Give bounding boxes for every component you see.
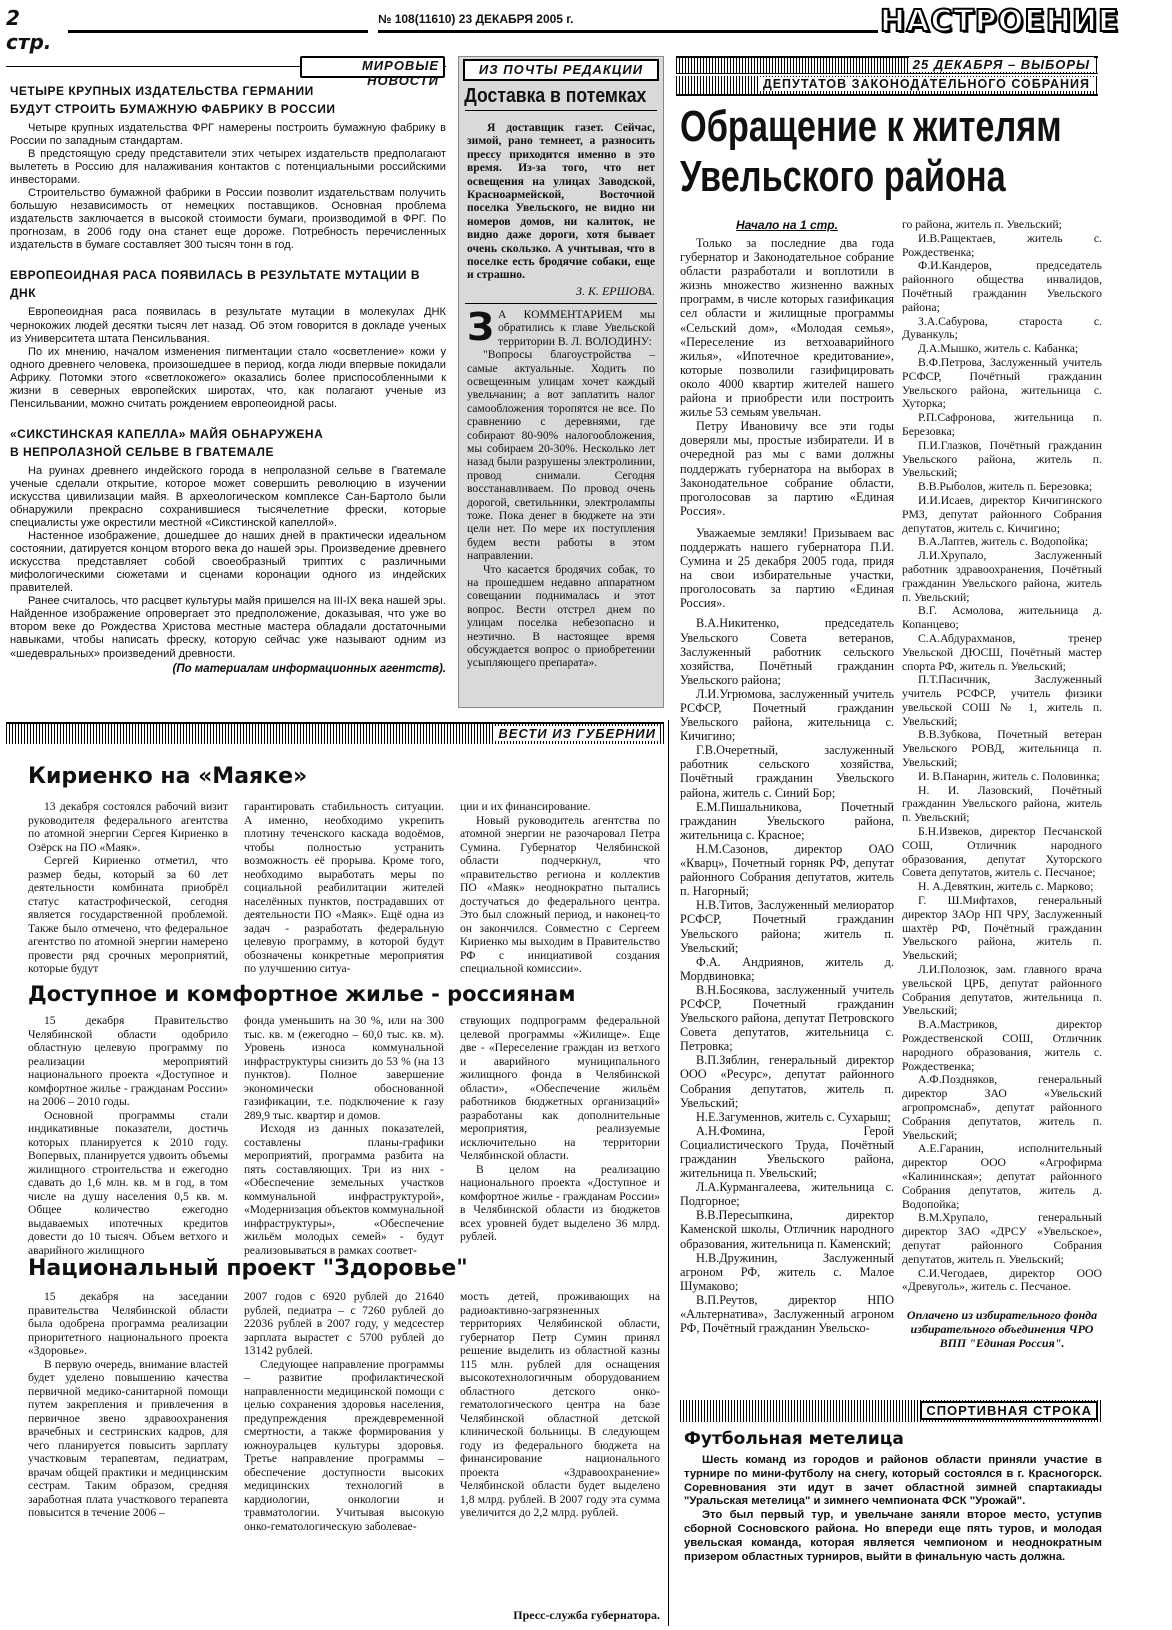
signatories-list (902, 218, 1102, 1294)
mail-box (458, 56, 664, 708)
source-credit: (По материалам информационных агентств). (172, 662, 446, 675)
election-header (676, 56, 1098, 96)
signatory: Н. А.Девяткин, житель с. Марково; (918, 880, 1094, 894)
signatory: И.В.Ращектаев, житель с. Рождественка; (902, 231, 1102, 259)
appeal-text (680, 236, 894, 610)
paragraph: 2007 годов с 6920 рублей до 21640 рублей, педиатра – с 7260 рублей до 22036 рублей в 2007 году, у медсестер зарплата вырастет с 5700 рублей до 13142 рублей. (244, 1290, 444, 1357)
signatory: Д.А.Мышко, житель с. Кабанка; (918, 342, 1079, 356)
appeal-column-2 (902, 218, 1102, 1382)
election-subtitle: ДЕПУТАТОВ ЗАКОНОДАТЕЛЬНОГО СОБРАНИЯ (759, 77, 1094, 91)
article-col (460, 1290, 660, 1608)
paragraph: "Вопросы благоустройства – самые актуальные. Ходить по освещенным улицам хочет каждый увельчанин; а вот заплатить налог самообложения торопятся не все. По сравнению с деревнями, где собирают 80-90% налогообложения, мы собираем 20-30%. Несколько лет назад были разрушены электролинии, провод снимали. Сегодня восстанавливаем. По провод очень дорогой, светильники, электролампы тоже. Пока денег в бюджете на эти цели нет. По мере их поступления будем вести работы в этом направлении. (467, 348, 655, 563)
paragraph: 15 декабря Правительство Челябинской области одобрило областную целевую программу по реализации мероприятий национального проекта «Доступное и комфортное жилье - гражданам России» на 2006 – 2010 годы. (28, 1014, 228, 1108)
signatory: Г.В.Очеретный, заслуженный работник сельского хозяйства, Почётный гражданин Увельского района, житель с. Синий Бор; (680, 743, 894, 800)
paragraph: По их мнению, началом изменения пигментации стало «осветление» кожи у одного древнего человека, произошедшее в период, когда люди впервые покидали Африку. Потомки этого «светлокожего» оказались более приспособленными к жизни в северных европейских широтах, что, как полагают ученые из Пенсильвании, можно считать рождением европеоидной расы. (10, 345, 446, 410)
sport-body (684, 1454, 1102, 1564)
signatories-list (680, 616, 894, 1335)
appeal-headline (680, 102, 1100, 212)
hatched-band (676, 56, 1098, 74)
paragraph: фонда уменьшить на 30 %, или на 300 тыс. кв. м (ежегодно – 60,0 тыс. кв. м). Уровень износа коммунальной инфраструктуры снизить до 53 % (на 13 пунктов). Полное завершение экономически обоснованной газификации, т.е. подключение к газу 289,9 тыс. квартир и домов. (244, 1014, 444, 1122)
paragraph: ции и их финансирование. (460, 800, 591, 813)
signatory: Н.Е.Загуменнов, житель с. Сухарыш; (696, 1109, 891, 1124)
paragraph: гарантировать стабильность ситуации. А именно, необходимо укрепить плотину теченского каскада водоёмов, чтобы полностью устранить возможность её прорыва. Кроме того, необходимо выработать меры по социальной реабилитации жителей населённых пунктов, пострадавших от деятельности ПО «Маяк». Ещё одна из задач - разработать федеральную целевую программу, в которой будут обозначены конкретные мероприятия по улучшению ситуа- (244, 800, 444, 975)
paragraph: В первую очередь, внимание властей будет уделено повышению качества первичной медико-санитарной помощи путем закрепления и привлечения в первичное звено здравоохранения врачебных и сестринских кадров, для чего планируется повысить зарплату участковым терапевтам, педиатрам, врачам общей практики и медицинским сестрам. Таким образом, средняя заработная плата участкового терапевта повысится в течение 2006 – (28, 1357, 228, 1519)
drop-cap: З (467, 304, 494, 349)
signatory: Н.В.Титов, Заслуженный мелиоратор РСФСР, Почетный гражданин Увельского района; житель п. Увельский; (680, 898, 894, 955)
article-body (10, 306, 446, 410)
paragraph: Шесть команд из городов и районов области приняли участие в турнире по мини-футболу на снегу, который состоялся в г. Красногорск. Соревнования эти идут в зачет областной зимней спартакиады "Уральская метелица" и зимнего чемпионата ФСК "Урожай". (684, 1454, 1102, 1508)
signatory: В.В.Зубкова, Почетный ветеран Увельского РОВД, жительница п. Увельский; (902, 728, 1102, 770)
signatory: Н. И. Лазовский, Почётный гражданин Увельского района, житель п. Увельский; (902, 783, 1102, 825)
paragraph: Следующее направление программы – развитие профилактической направленности медицинской помощи с целью сохранения здоровья населения, предупреждения преждевременной смертности, а также формирования у южноуральцев культуры здоровья. Третье направление программы – обеспечение доступности высоких медицинских технологий в кардиологии, онкологии и травматологии. Учитывая высокую онко-гематологическую заболевае- (244, 1357, 444, 1533)
section-title: НАСТРОЕНИЕ (880, 4, 1120, 39)
paragraph: В предстоящую среду представители этих четырех издательств предполагают вылететь в Россию для налаживания контактов с потенциальными российскими инвесторами. (10, 148, 446, 187)
paragraph: 15 декабря на заседании правительства Челябинской области была одобрена программа реализации приоритетного национального проекта «Здоровье». (28, 1290, 228, 1357)
article-col (28, 1014, 228, 1257)
press-service: Пресс-служба губернатора. (513, 1608, 660, 1622)
paragraph: На руинах древнего индейского города в непролазной сельве в Гватемале ученые сделали открытие, которое может совершить революцию в изучении искусства цивилизации майя. В археологическом комплексе Сан-Бартоло были обнаружили прекрасно сохранившиеся тысячелетние фрески, которые специалисты уже окрестили местной «Сикстинской капеллой». (10, 464, 446, 530)
paragraph: Это был первый тур, и увельчане заняли второе место, уступив сборной Сосновского района. Но впереди еще пять туров, и молодая увельская команда, которая является чемпионом и неоднократным призером областных турниров, выйти в финальную часть должна. (684, 1509, 1102, 1563)
mail-letter: Я доставщик газет. Сейчас, зимой, рано темнеет, а разносить прессу приходится именно в это время. Из-за того, что нет освещения на улицах Заводской, Красноармейской, Восточной поселка Увельского, не видно ни номеров домов, ни калиток, не видно даже дороги, хотя бывает очень скользко. А учитывая, что в поселке есть бродячие собаки, еще и страшно. (467, 121, 655, 282)
signatory: Ф.А. Андриянов, житель д. Мордвиновка; (680, 954, 894, 983)
signatory: А.Ф.Поздняков, генеральный директор ЗАО «Увельский агропромснаб», депутат районного Собрания депутатов, житель п. Увельский; (902, 1073, 1102, 1142)
signatory: А.Е.Гаранин, исполнительный директор ООО «Агрофирма «Калининская»; депутат районного Собрания депутатов, житель д. Водопойка; (902, 1142, 1102, 1211)
housing-title: Доступное и комфортное жилье - россиянам (28, 982, 576, 1006)
signatory: Г. Ш.Мифтахов, генеральный директор ЗАОр НП ЧРУ, Заслуженный шахтёр РФ, Почётный гражданин Увельского района, житель п. Увельский; (902, 894, 1102, 963)
paragraph: ствующих подпрограмм федеральной целевой программы «Жилище». Еще две - «Переселение граждан из ветхого и аварийного муниципального жилищного фонда в Челябинской области», «Обеспечение жильём работников бюджетных организаций» разработаны как дополнительные мероприятия, реализуемые исключительно на территории Челябинской области. (460, 1014, 660, 1162)
appeal-title-line2: Увельского района (680, 152, 1006, 201)
column-rule (668, 720, 669, 1626)
article-title: ЕВРОПЕОИДНАЯ РАСА ПОЯВИЛАСЬ В РЕЗУЛЬТАТЕ МУТАЦИИ В ДНК (10, 268, 421, 301)
paragraph: Европеоидная раса появилась в результате мутации в молекулах ДНК чернокожих людей десятки тысяч лет назад. Об этом говорится в докладе ученых из Университета штата Пенсильвания. (10, 306, 446, 345)
sport-title: Футбольная метелица (684, 1429, 904, 1449)
mail-comment (459, 304, 663, 670)
signatory: В.В.Пересыпкина, директор Каменской школы, Отличник народного образования, жительница п. Каменский; (680, 1208, 894, 1251)
signatory: С.А.Абдурахманов, тренер Увельской ДЮСШ, Почётный мастер спорта РФ, житель п. Увельский; (902, 631, 1102, 673)
hatched-band (676, 76, 1098, 96)
signatory: Л.И.Угрюмова, заслуженный учитель РСФСР, Почетный гражданин Увельского района, жительница с. Кичигино; (680, 686, 894, 744)
appeal-column-1 (680, 218, 894, 1382)
paragraph: мость детей, проживающих на радиоактивно-загрязненных территориях Челябинской области, губернатор Петр Сумин принял решение выделить из областной казны 115 млн. рублей для оснащения высокотехнологичным оборудованием областного детского онко-гематологического центра на базе Челябинской областной детской клинической больницы. В следующем году из федерального бюджета на финансирование национального проекта «Здравоохранение» Челябинской области будет выделено 1,8 млрд. рублей. В 2007 году эта сумма увеличится до 2,2 млрд. рублей. (460, 1290, 660, 1519)
masthead-rule (68, 30, 368, 33)
article-col (28, 800, 228, 976)
paragraph: Строительство бумажной фабрики в России позволит издательствам получить большую независимость от немецких поставщиков. Основная проблема издательств заключается в высокой стоимости бумаги, производимой в ФРГ. По прогнозам, в 2006 году она станет еще дороже. Потребность перечисленных издательств в бумаге составляет 300 тысяч тонн в год. (10, 187, 446, 252)
kirienko-headline (28, 764, 628, 794)
mail-title: Доставка в потемках (464, 85, 647, 107)
paragraph: Исходя из данных показателей, составлены планы-графики мероприятий, программа разбита на пять составляющих. Три из них - «Обеспечение земельных участков коммунальной инфраструктурой», «Модернизация объектов коммунальной инфраструктуры», «Обеспечение жильём молодых семей» - будут реализовываться в рамках соответ- (244, 1122, 444, 1257)
housing-headline (28, 982, 660, 1012)
rubric-mail: ИЗ ПОЧТЫ РЕДАКЦИИ (463, 59, 659, 81)
paragraph: Уважаемые земляки! Призываем вас поддержать нашего губернатора П.И. Сумина и 25 декабря 2005 года, придя на свои избирательные участки, проголосовать за партию «Единая Россия». (680, 525, 894, 611)
paragraph: В целом на реализацию национального проекта «Доступное и комфортное жилье - гражданам России» в Челябинской области из бюджетов всех уровней будет выделено 36 млрд. рублей. (460, 1162, 660, 1243)
sport-article (684, 1428, 1102, 1628)
article-col (460, 800, 660, 976)
article-title: ЧЕТЫРЕ КРУПНЫХ ИЗДАТЕЛЬСТВА ГЕРМАНИИ БУДУТ СТРОИТЬ БУМАЖНУЮ ФАБРИКУ В РОССИИ (10, 84, 336, 116)
signatory: Ф.И.Кандеров, председатель районного общества инвалидов, Почётный гражданин Увельского района; (902, 259, 1102, 314)
article-title: «СИКСТИНСКАЯ КАПЕЛЛА» МАЙЯ ОБНАРУЖЕНА В НЕПРОЛАЗНОЙ СЕЛЬВЕ В ГВАТЕМАЛЕ (10, 426, 324, 459)
signatory: В.М.Хрупало, генеральный директор ЗАО «ДРСУ «Увельское», депутат районного Собрания депутатов, житель п. Увельский; (902, 1211, 1102, 1266)
rubric-province: ВЕСТИ ИЗ ГУБЕРНИИ (494, 726, 660, 741)
article-col (244, 1014, 444, 1257)
signatory: Л.И.Хрупало, Заслуженный работник здравоохранения, Почётный гражданин Увельского района, житель п. Увельский; (902, 549, 1102, 604)
signatory: И.И.Исаев, директор Кичигинского РМЗ, депутат районного Собрания депутатов, житель с. Кичигино; (902, 493, 1102, 535)
mail-author: З. К. ЕРШОВА. (576, 283, 655, 298)
paragraph: Только за последние два года губернатор и Законодательное собрание области разработали и воплотили в жизнь множество жизненно важных программ, в числе которых газификация сел области и жилищные программы «Сельский дом», «Молодая семья», «Переселение из ветхоаварийного жилья», «Ипотечное кредитование», которые позволили газифицировать около 4000 квартир жителей нашего района и приобрести или построить жилье 53 семьям увельчан. (680, 236, 894, 420)
paragraph: Ранее считалось, что расцвет культуры майя пришелся на III-IX века нашей эры. Найденное изображение опровергает это предположение, доказывая, что уже во втором веке до Рождества Христова местные мастера обладали достаточными навыками, чтобы написать фреску, которую сейчас уже называют одним из «шедевральных» произведений древности. (10, 595, 446, 660)
paragraph: Настенное изображение, дошедшее до наших дней в практически идеальном состоянии, датируется концом второго века до нашей эры. Произведение древнего искусства представляет собой своеобразный триптих с различными мифологическими сюжетами и сценами коронации одного из индейских правителей. (10, 530, 446, 595)
continued-from: Начало на 1 стр. (736, 218, 838, 232)
paragraph: Новый руководитель агентства по атомной энергии не разочаровал Петра Сумина. Губернатор Челябинской области подчеркнул, что «правительство региона и коллектив ПО «Маяк» неоднократно пытались достучаться до федерального центра. Это был сложный период, и наконец-то он закончился. Совместно с Сергеем Кириенко мы выходим в Правительство РФ с инициативой создания специальной комиссии». (460, 813, 660, 975)
signatory: го района, житель п. Увельский; (902, 218, 1062, 231)
health-article (28, 1290, 660, 1608)
paragraph: Сергей Кириенко отметил, что размер беды, который за 60 лет деятельности комбината приобрёл статус катастрофической, сегодня является государственной проблемой. Также было отмечено, что федеральное агентство по атомной энергии намерено провести ряд срочных мероприятий, которые будут (28, 854, 228, 975)
divider (465, 303, 657, 304)
appeal-title-line1: Обращение к жителям (680, 102, 1062, 151)
signatory: Р.П.Сафронова, жительница п. Березовка; (902, 411, 1102, 438)
signatory: В.Н.Босякова, заслуженный учитель РСФСР, Почетный гражданин Увельского района, депутат Петровского Совета депутатов, жительница с. Петровка; (680, 982, 894, 1054)
signatory: И. В.Панарин, житель с. Половинка; (918, 769, 1100, 783)
health-headline (28, 1256, 660, 1286)
signatory: А.Н.Фомина, Герой Социалистического Труда, Почётный гражданин Увельского района, жительница п. Увельский; (680, 1123, 894, 1181)
paragraph: 13 декабря состоялся рабочий визит руководителя федерального агентства по атомной энергии Сергея Кириенко в Озёрск на ПО «Маяк». (28, 800, 228, 854)
rubric-world-news: МИРОВЫЕ НОВОСТИ (300, 56, 445, 78)
signatory: Н.В.Дружинин, Заслуженный агроном РФ, житель с. Малое Шумаково; (680, 1250, 894, 1293)
signatory: В.А.Лаптев, житель с. Водопойка; (918, 535, 1089, 549)
hatched-band (6, 722, 664, 744)
paragraph: Петру Ивановичу все эти годы доверяли мы, простые избиратели. И в очередной раз мы с вами должны поддержать губернатора на выборах в Законодательное собрание области, проголосовав за партию «Единая Россия». (680, 419, 894, 518)
signatory: Л.И.Полозюк, зам. главного врача увельской ЦРБ, депутат районного Собрания депутатов, жительница п. Увельский; (902, 963, 1102, 1018)
article-body (10, 122, 446, 252)
signatory: Н.М.Сазонов, директор ОАО «Кварц», Почетный горняк РФ, депутат районного Собрания депутатов, житель п. Нагорный; (680, 841, 894, 899)
signatory: В.Г. Асмолова, жительница д. Копанцево; (902, 604, 1102, 632)
housing-article (28, 1014, 660, 1257)
paragraph: Что касается бродячих собак, то на прошедшем недавно аппаратном совещании поднималась и этот вопрос. Вести отстрел днем по улицам поселка небезопасно и неэтично. В настоящее время обсуждается вопрос о приобретении усыпляющего препарата». (467, 562, 655, 670)
signatory: С.И.Чегодаев, директор ООО «Древуголь», житель с. Песчаное. (902, 1266, 1102, 1294)
signatory: Б.Н.Извеков, директор Песчанской СОШ, Отличник народного образования, депутат Хуторского Совета депутатов, житель с. Песчаное; (902, 825, 1102, 880)
signatory: В.П.Реутов, директор НПО «Альтернатива», Заслуженный агроном РФ, Почётный гражданин Увельско- (680, 1292, 894, 1336)
election-date-banner: 25 ДЕКАБРЯ – ВЫБОРЫ (909, 57, 1094, 72)
signatory: В.А.Мастриков, директор Рождественской СОШ, Отличник народного образования, житель с. Рождественка; (902, 1018, 1102, 1073)
kirienko-article (28, 800, 660, 975)
page-number: 2 стр. (6, 6, 52, 54)
signatory: В.П.Зяблин, генеральный директор ООО «Ресурс», депутат районного Собрания депутатов, житель п. Увельский; (680, 1053, 894, 1110)
health-title: Национальный проект "Здоровье" (28, 1256, 468, 1281)
masthead-rule (378, 30, 878, 33)
rubric-sport: СПОРТИВНАЯ СТРОКА (920, 1401, 1098, 1420)
signatory: Е.М.Пишальникова, Почетный гражданин Увельского района, жительница с. Красное; (680, 799, 894, 842)
signatory: П.И.Глазков, Почётный гражданин Увельского района, житель п. Увельский; (902, 438, 1102, 480)
article-col (244, 1290, 444, 1608)
paragraph: Четыре крупных издательства ФРГ намерены построить бумажную фабрику в России по западным стандартам. (10, 122, 446, 148)
kirienko-title: Кириенко на «Маяке» (28, 764, 308, 789)
article-col (244, 800, 444, 976)
paid-notice: Оплачено из избирательного фонда избирательного объединения ЧРО ВПП "Единая Россия". (906, 1308, 1098, 1351)
article-col (460, 1014, 660, 1257)
article-body (10, 465, 446, 661)
paragraph: Основной программы стали индикативные показатели, достичь которых планируется к 2010 году. Вопервых, планируется удвоить объемы жилищного строительства и ежегодно сдавать до 1,6 млн. кв. м в год, в том числе на душу населения 0,5 кв. м. Общее количество ежегодно выдаваемых ипотечных кредитов довести до 10 тысяч. Объем ветхого и аварийного жилищного (28, 1108, 228, 1257)
issue-date: № 108(11610) 23 ДЕКАБРЯ 2005 г. (378, 12, 574, 26)
signatory: В.А.Никитенко, председатель Увельского Совета ветеранов, Заслуженный работник сельского хозяйства, Почётный гражданин Увельского района; (680, 616, 894, 687)
signatory: З.А.Сабурова, староста с. Дуванкуль; (902, 314, 1102, 342)
signatory: Л.А.Курмангалеева, жительница с. Подгорное; (680, 1180, 894, 1209)
signatory: П.Т.Пасичник, Заслуженный учитель РСФСР, учитель физики увельской СОШ № 1, житель п. Увельский; (902, 673, 1102, 728)
title-rule (465, 110, 657, 111)
paragraph: А КОММЕНТАРИЕМ мы обратились к главе Увельской территории В. Л. ВОЛОДИНУ: (498, 307, 655, 348)
world-news-section (10, 82, 446, 702)
signatory: В.Ф.Петрова, Заслуженный учитель РСФСР, Почётный гражданин Увельского района, жительница с. Хуторка; (902, 355, 1102, 411)
signatory: В.В.Рыболов, житель п. Березовка; (918, 480, 1093, 494)
hatched-band (680, 1400, 1102, 1422)
article-col (28, 1290, 228, 1608)
